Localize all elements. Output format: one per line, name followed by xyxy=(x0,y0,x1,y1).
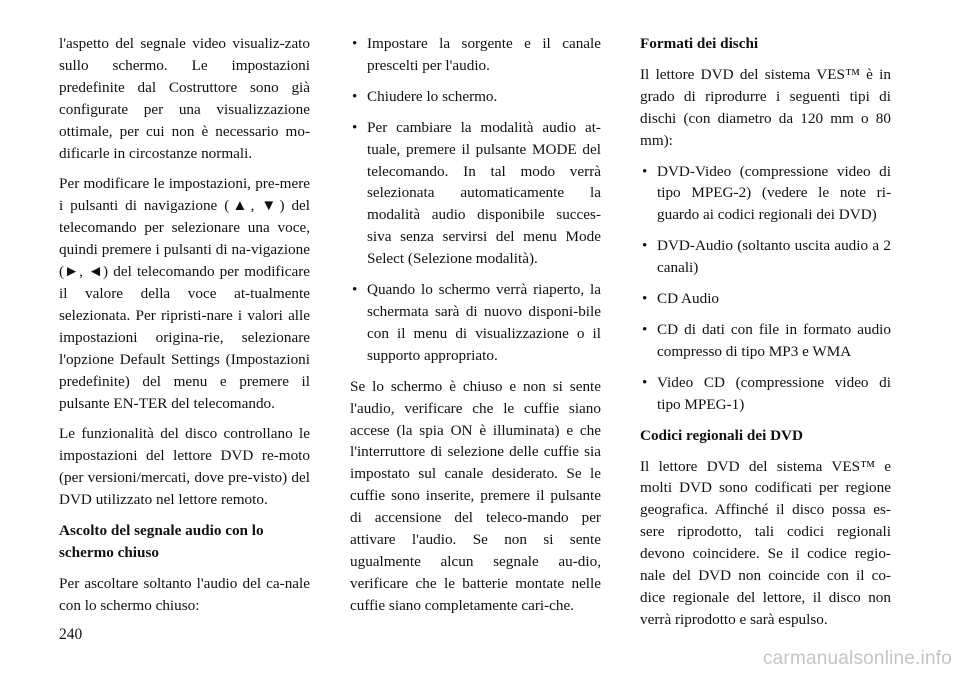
list-item: • Video CD (compressione video di tipo MPEG-1) xyxy=(640,372,891,416)
list-item: • CD Audio xyxy=(640,288,891,310)
list-item: • Impostare la sorgente e il canale prescelti per l'audio. xyxy=(350,33,601,77)
list-item: • Chiudere lo schermo. xyxy=(350,86,601,108)
section-heading-disc-formats: Formati dei dischi xyxy=(640,35,759,52)
section-heading-audio-closed-screen: Ascolto del segnale audio con lo schermo chiuso xyxy=(59,522,264,561)
list-item: • DVD-Audio (soltanto uscita audio a 2 canali) xyxy=(640,235,891,279)
paragraph-headphones-check: Se lo schermo è chiuso e non si sente l'audio, verificare che le cuffie siano accese (la spia ON è illuminata) e che l'interruttore di selezione delle cuffie sia impostato sul canale desiderato. Se le cuffie sono inserite, premere il pulsante di accensione del teleco-mando per attivare l'audio. Se non si sente ugualmente alcun segnale au-dio, verificare che le batterie montate nelle cuffie siano completamente cari-che. xyxy=(350,377,601,614)
list-item: • CD di dati con file in formato audio compresso di tipo MP3 e WMA xyxy=(640,319,891,363)
bullet-list-disc-formats xyxy=(640,161,891,416)
column-right xyxy=(640,33,891,640)
paragraph-disc-types-intro: Il lettore DVD del sistema VES™ è in grado di riprodurre i seguenti tipi di dischi (con diametro da 120 mm o 80 mm): xyxy=(640,65,891,149)
column-left xyxy=(59,33,310,626)
list-item: • Per cambiare la modalità audio at-tuale, premere il pulsante MODE del telecomando. In tal modo verrà selezionata automaticamente la modalità audio disponibile succes-siva senza servirsi del menu Mode Select (Selezione modalità). xyxy=(350,117,601,270)
list-item: • Quando lo schermo verrà riaperto, la schermata sarà di nuovo disponi-bile con il menu di visualizzazione o il supporto appropriato. xyxy=(350,279,601,367)
section-heading-region-codes: Codici regionali dei DVD xyxy=(640,426,803,444)
paragraph-modify-settings: Per modificare le impostazioni, pre-mere i pulsanti di navigazione (▲, ▼) del telecomando per selezionare una voce, quindi premere i pulsanti di na-vigazione (►, ◄) del telecomando per modificare il valore della voce at-tualmente selezionata. Per ripristi-nare i valori alle impostazioni origina-rie, selezionare l'opzione Default Settings (Impostazioni predefinite) del menu e premere il pulsante EN-TER del telecomando. xyxy=(59,175,310,412)
list-item: • DVD-Video (compressione video di tipo MPEG-2) (vedere le note ri-guardo ai codici regionali dei DVD) xyxy=(640,161,891,227)
paragraph-listen-audio: Per ascoltare soltanto l'audio del ca-nale con lo schermo chiuso: xyxy=(59,574,310,614)
bullet-list-audio-steps xyxy=(350,33,601,367)
page-number: 240 xyxy=(59,626,83,643)
paragraph-disc-functions: Le funzionalità del disco controllano le impostazioni del lettore DVD re-moto (per versioni/mercati, dove pre-visto) del DVD utilizzato nel lettore remoto. xyxy=(59,425,310,509)
watermark: carmanualsonline.info xyxy=(762,648,952,669)
paragraph-video-settings: l'aspetto del segnale video visualiz-zato sullo schermo. Le impostazioni predefinite dal Costruttore sono già configurate per una visualizzazione ottimale, per cui non è necessario mo-dificarle in circostanze normali. xyxy=(59,35,310,162)
column-middle xyxy=(350,33,601,626)
paragraph-region-codes: Il lettore DVD del sistema VES™ e molti DVD sono codificati per regione geografica. Affinché il disco possa es-sere riprodotto, tali codici regionali devono coincidere. Se il codice regio-nale del DVD non coincide con il co-dice regionale del lettore, il disco non verrà riprodotto e sarà espulso. xyxy=(640,457,891,628)
